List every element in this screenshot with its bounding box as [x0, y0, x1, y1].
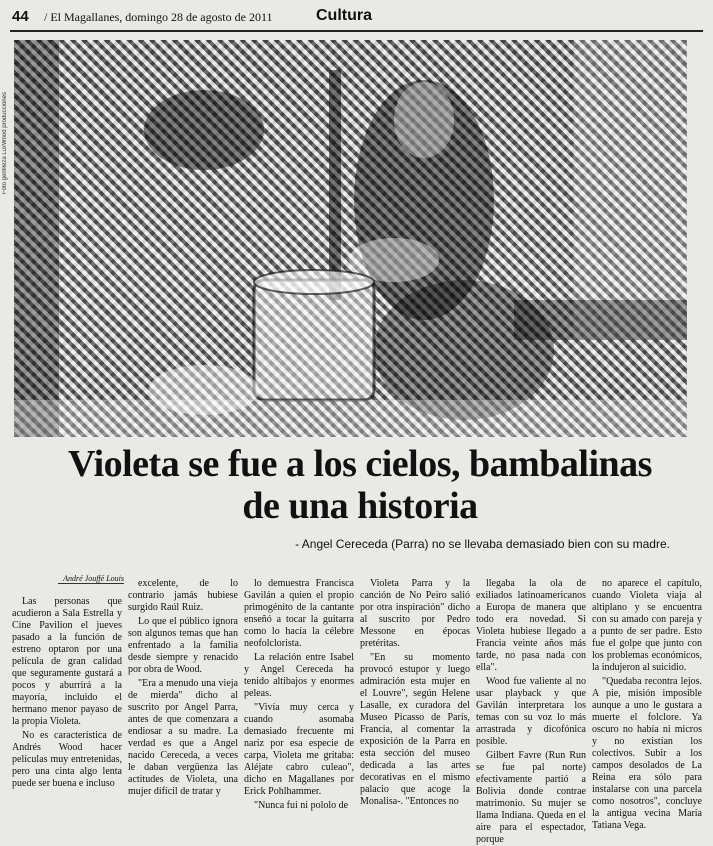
article-paragraph: "Nunca fui ni pololo de: [254, 800, 349, 811]
article-column-4: [360, 578, 470, 807]
publication-date: / El Magallanes, domingo 28 de agosto de 2011: [44, 10, 273, 24]
article-column-5: [476, 578, 586, 845]
article-paragraph: "Quedaba recontra lejos. A pie, misión imposible aunque a uno le gustara a muerte el folclore. Ya oscuro no había ni micros y no existían los colectivos. Subir a los campos desolados de La Reina era sólo para instalarse con una parcela como nosotros", concluye la antigua vecina María Tatiana Vega.: [592, 676, 702, 831]
article-subhead: - Angel Cereceda (Parra) no se llevaba demasiado bien con su madre.: [295, 537, 670, 551]
article-column-1: [12, 578, 122, 796]
article-byline: André Jouffé Louis: [58, 574, 124, 584]
page-number: 44: [12, 8, 29, 25]
article-paragraph: no aparece el capítulo, cuando Violeta viaja al altiplano y se encuentra con su amado con pareja y a punto de ser padre. Esto fue el golpe que junto con los problemas económicos, la indujeron al suicidio.: [592, 578, 702, 673]
article-paragraph: Gilbert Favre (Run Run se fue pal norte) efectivamente partió a Bolivia donde contrae matrimonio. Su mujer se llama Indiana. Queda en el aire para el espectador, porque: [476, 750, 586, 845]
article-paragraph: Violeta Parra y la canción de No Peiro salió por otra inspiración" dicho al suscrito por Pedro Messone en épocas pretéritas.: [360, 578, 470, 649]
article-paragraph: llegaba la ola de exiliados latinoamericanos a Europa de manera que todo era novedad. Si Violeta hubiese llegado a Francia veinte años más tarde, no pasa nada con ella".: [476, 578, 586, 673]
section-title: Cultura: [316, 7, 372, 24]
article-paragraph: "Vivía muy cerca y cuando asomaba demasiado frecuente mi nariz por esa especie de carpa, Violeta me gritaba: Aléjate cabro culeao", dicho en Magallanes por Erick Pohlhammer.: [244, 702, 354, 797]
photo-credit: Foto gentileza LuxWood producciones: [2, 92, 8, 194]
article-paragraph: Las personas que acudieron a Sala Estrella y Cine Pavilion el jueves pasado a la función de estreno optaron por una película de gran calidad que seguramente gustará a pocos y aburrirá a la mayoría, incluido el hermano menor payaso de la propia Violeta.: [12, 596, 122, 727]
article-paragraph: "Era a menudo una vieja de mierda" dicho al suscrito por Angel Parra, antes de que comenzara a endiosar a su madre. La verdad es que a Angel nacido Cereceda, a veces le daban vergüenza las actitudes de Violeta, una mujer difícil de tratar y: [128, 678, 238, 797]
article-paragraph: excelente, de lo contrario jamás hubiese surgido Raúl Ruiz.: [128, 578, 238, 613]
photo-illustration: [14, 40, 687, 437]
article-paragraph: No es característica de Andrés Wood hacer películas muy entretenidas, pero una cinta algo lenta puede ser buena e incluso: [12, 730, 122, 789]
article-body: [12, 578, 702, 845]
article-paragraph: Wood fue valiente al no usar playback y que Gavilán interpretara los temas con su voz lo más arrastrada y dicofónica posible.: [476, 676, 586, 747]
article-paragraph: La relación entre Isabel y Angel Cereceda ha tenido altibajos y enormes peleas.: [244, 652, 354, 699]
article-paragraph: lo demuestra Francisca Gavilán a quien el propio primogénito de la cantante enseñó a tocar la guitarra como lo hacía la célebre neofolclorista.: [244, 578, 354, 649]
page-header: [10, 8, 703, 32]
article-paragraph: "En su momento provocó estupor y luego admiración esta mujer en el Louvre", según Helene Lasalle, ex curadora del Museo Picasso de París, Francia, al comentar la exposición de la Parra en esta sección del museo dedicada a las artes decorativas en el mismo palacio que acoge la Monalisa-. "Entonces no: [360, 652, 470, 807]
article-column-2: [128, 578, 238, 796]
article-photo: [14, 40, 687, 437]
article-paragraph: Lo que el público ignora son algunos temas que han enfrentado a la familia desde siempre y renacido por obra de Wood.: [128, 616, 238, 675]
article-headline: Violeta se fue a los cielos, bambalinas de una historia: [68, 443, 652, 527]
article-column-3: [244, 578, 354, 811]
article-column-6: [592, 578, 702, 831]
